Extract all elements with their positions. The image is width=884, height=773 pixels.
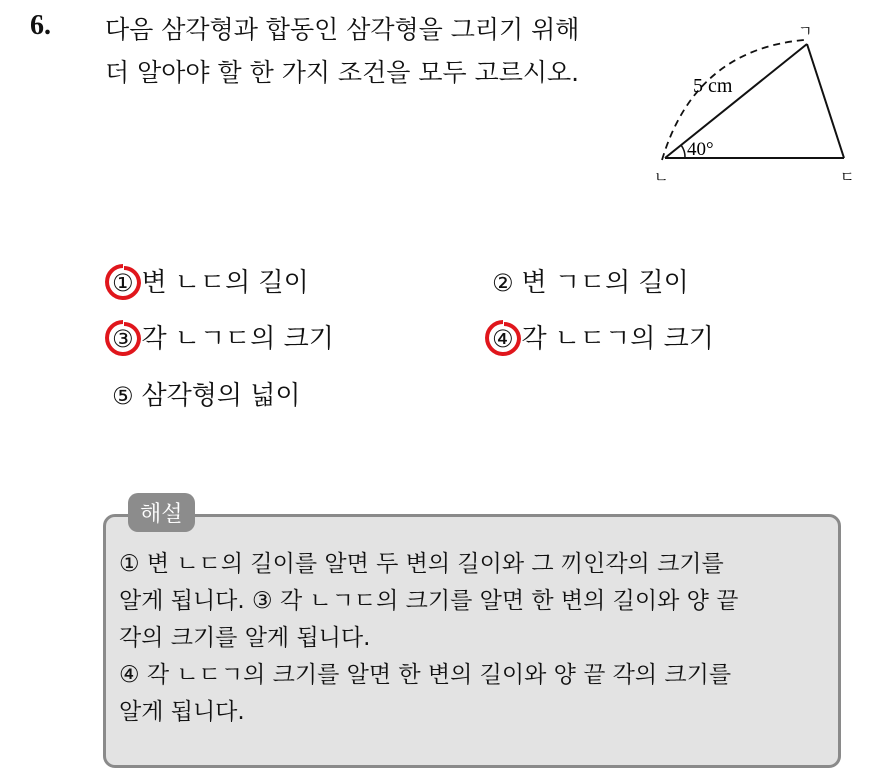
choice-3[interactable] bbox=[112, 318, 334, 355]
choice-4-mark: ④ bbox=[492, 325, 514, 353]
vertex-label-left: ㄴ bbox=[654, 168, 669, 186]
angle-label: 40° bbox=[687, 139, 714, 160]
angle-arc bbox=[681, 145, 685, 158]
choice-4-text: 각 ㄴㄷㄱ의 크기 bbox=[521, 324, 714, 354]
question-number: 6. bbox=[30, 10, 51, 41]
question-text bbox=[105, 8, 579, 94]
choice-2[interactable] bbox=[492, 262, 689, 299]
question-line-1: 다음 삼각형과 합동인 삼각형을 그리기 위해 bbox=[105, 15, 580, 44]
explanation-line-3: 각의 크기를 알게 됩니다. bbox=[119, 625, 371, 651]
choice-5-text: 삼각형의 넓이 bbox=[141, 381, 301, 411]
answer-circle-icon bbox=[483, 318, 523, 358]
vertex-label-top: ㄱ bbox=[798, 22, 813, 40]
choice-2-text: 변 ㄱㄷ의 길이 bbox=[521, 268, 689, 298]
choice-2-mark: ② bbox=[492, 269, 514, 297]
explanation-line-2: 알게 됩니다. ③ 각 ㄴㄱㄷ의 크기를 알면 한 변의 길이와 양 끝 bbox=[119, 588, 739, 614]
choice-1-mark: ① bbox=[112, 269, 134, 297]
explanation-tag: 해설 bbox=[128, 493, 195, 532]
vertex-label-right: ㄷ bbox=[840, 168, 855, 186]
side-length-arc bbox=[662, 40, 804, 160]
choice-1[interactable] bbox=[112, 262, 309, 299]
explanation-line-4: ④ 각 ㄴㄷㄱ의 크기를 알면 한 변의 길이와 양 끝 각의 크기를 bbox=[119, 662, 732, 688]
answer-circle-icon bbox=[103, 318, 143, 358]
answer-circle-icon bbox=[103, 262, 143, 302]
choice-1-text: 변 ㄴㄷ의 길이 bbox=[141, 268, 309, 298]
choice-3-mark: ③ bbox=[112, 325, 134, 353]
choice-3-text: 각 ㄴㄱㄷ의 크기 bbox=[141, 324, 334, 354]
choice-4[interactable] bbox=[492, 318, 714, 355]
question-line-2: 더 알아야 할 한 가지 조건을 모두 고르시오. bbox=[105, 58, 580, 87]
triangle-figure bbox=[640, 10, 870, 190]
side-length-label: 5 cm bbox=[693, 75, 733, 97]
explanation-line-1: ① 변 ㄴㄷ의 길이를 알면 두 변의 길이와 그 끼인각의 크기를 bbox=[119, 551, 724, 577]
explanation-line-5: 알게 됩니다. bbox=[119, 699, 245, 725]
explanation-text bbox=[119, 546, 834, 731]
side-top-right bbox=[807, 44, 844, 158]
choice-5-mark: ⑤ bbox=[112, 382, 134, 410]
choice-5[interactable] bbox=[112, 375, 300, 412]
